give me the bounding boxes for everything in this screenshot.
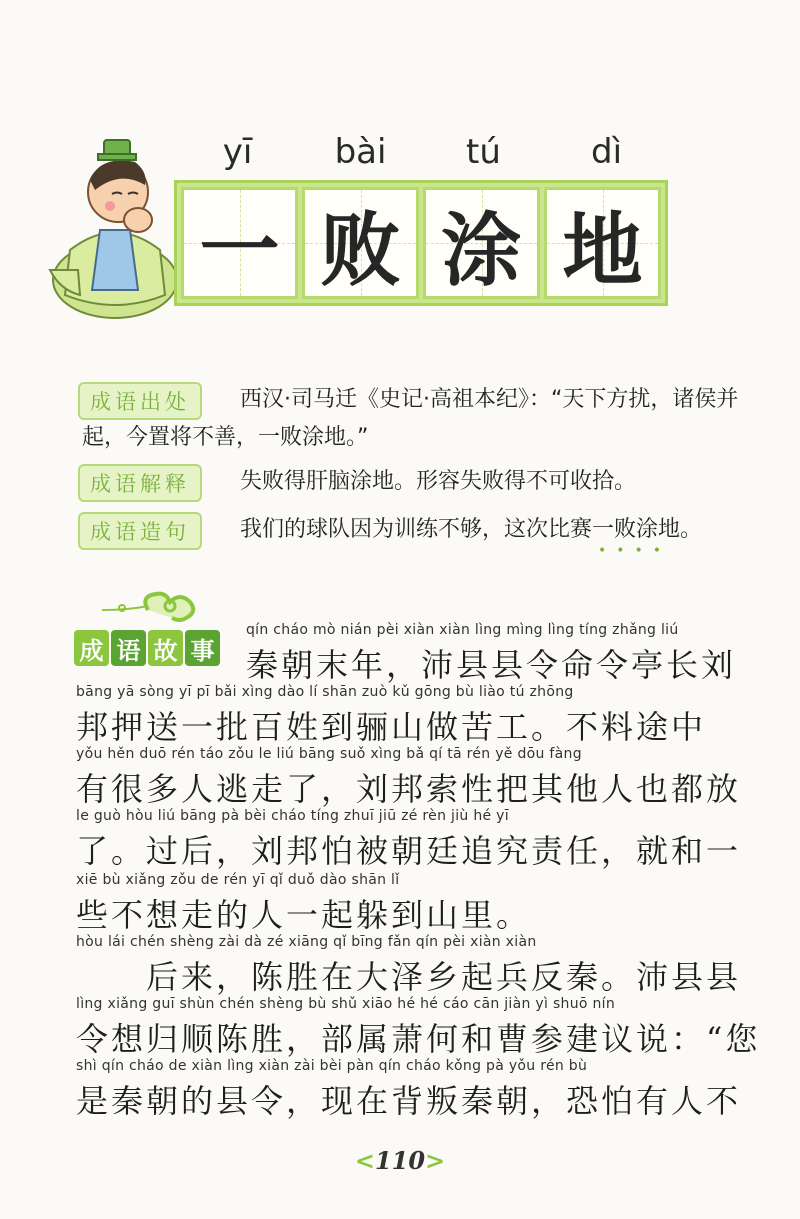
story-pinyin: xiē bù xiǎng zǒu de rén yī qǐ duǒ dào shān lǐ <box>76 872 400 888</box>
story-badge <box>74 630 220 666</box>
title-char-4: 地 <box>562 203 643 297</box>
story-line-6 <box>76 934 742 998</box>
page-number-value: 110 <box>374 1146 426 1175</box>
title-char-1: 一 <box>199 203 280 297</box>
story-badge-char: 事 <box>185 630 220 666</box>
emphasis-dots: •••• <box>598 543 672 559</box>
story-text: 是秦朝的县令，现在背叛秦朝，恐怕有人不 <box>76 1082 742 1120</box>
source-text-line-1: 西汉·司马迁《史记·高祖本纪》：“天下方扰，诸侯并 <box>240 387 739 412</box>
story-pinyin: yǒu hěn duō rén táo zǒu le liú bāng suǒ xìng bǎ qí tā rén yě dōu fàng <box>76 746 582 762</box>
title-char-3: 涂 <box>441 203 522 297</box>
story-pinyin: qín cháo mò nián pèi xiàn xiàn lìng mìng lìng tíng zhǎng liú <box>246 622 679 638</box>
title-char-cell <box>302 187 419 299</box>
story-text: 后来，陈胜在大泽乡起兵反秦。沛县县 <box>76 958 742 996</box>
story-line-4 <box>76 808 742 872</box>
story-pinyin: bāng yā sòng yī pī bǎi xìng dào lí shān zuò kǔ gōng bù liào tú zhōng <box>76 684 574 700</box>
story-text: 令想归顺陈胜，部属萧何和曹参建议说：“您 <box>76 1020 761 1058</box>
source-text-line-2: 起，今置将不善，一败涂地。” <box>82 425 369 450</box>
idiom-title <box>174 180 668 306</box>
story-line-8 <box>76 1058 742 1122</box>
meaning-text: 失败得肝脑涂地。形容失败得不可收拾。 <box>240 469 637 494</box>
story-text: 些不想走的人一起躲到山里。 <box>76 896 532 934</box>
example-text: 我们的球队因为训练不够，这次比赛一败涂地。 <box>240 517 703 542</box>
cloud-ornament-icon <box>98 588 208 624</box>
story-line-2 <box>76 684 724 748</box>
story-line-5 <box>76 872 724 936</box>
story-text: 秦朝末年，沛县县令命令亭长刘 <box>246 646 737 684</box>
story-pinyin: le guò hòu liú bāng pà bèi cháo tíng zhuī jiū zé rèn jiù hé yī <box>76 808 509 824</box>
title-char-2: 败 <box>320 203 401 297</box>
story-badge-char: 故 <box>148 630 183 666</box>
title-pinyin <box>176 132 668 172</box>
story-line-3 <box>76 746 742 810</box>
story-pinyin: hòu lái chén shèng zài dà zé xiāng qǐ bīng fǎn qín pèi xiàn xiàn <box>76 934 537 950</box>
source-tag: 成语出处 <box>78 382 202 420</box>
meaning-tag: 成语解释 <box>78 464 202 502</box>
story-text: 有很多人逃走了，刘邦索性把其他人也都放 <box>76 770 742 808</box>
title-pinyin-1: yī <box>222 132 253 172</box>
title-pinyin-3: tú <box>466 132 501 172</box>
story-text: 了。过后，刘邦怕被朝廷追究责任，就和一 <box>76 832 742 870</box>
story-pinyin: lìng xiǎng guī shùn chén shèng bù shǔ xiāo hé hé cáo cān jiàn yì shuō nín <box>76 996 616 1012</box>
page-number <box>0 1146 800 1175</box>
story-badge-char: 成 <box>74 630 109 666</box>
right-bracket-icon: > <box>425 1146 446 1175</box>
title-char-cell <box>181 187 298 299</box>
title-pinyin-2: bài <box>334 132 387 172</box>
story-badge-char: 语 <box>111 630 146 666</box>
story-pinyin: shì qín cháo de xiàn lìng xiàn zài bèi pàn qín cháo kǒng pà yǒu rén bù <box>76 1058 588 1074</box>
title-char-cell <box>423 187 540 299</box>
story-line-7 <box>76 996 761 1060</box>
story-text: 邦押送一批百姓到骊山做苦工。不料途中 <box>76 708 707 746</box>
title-pinyin-4: dì <box>590 132 623 172</box>
title-char-cell <box>544 187 661 299</box>
story-line-1 <box>246 622 737 686</box>
left-bracket-icon: < <box>354 1146 375 1175</box>
scholar-illustration <box>40 120 190 320</box>
example-tag: 成语造句 <box>78 512 202 550</box>
